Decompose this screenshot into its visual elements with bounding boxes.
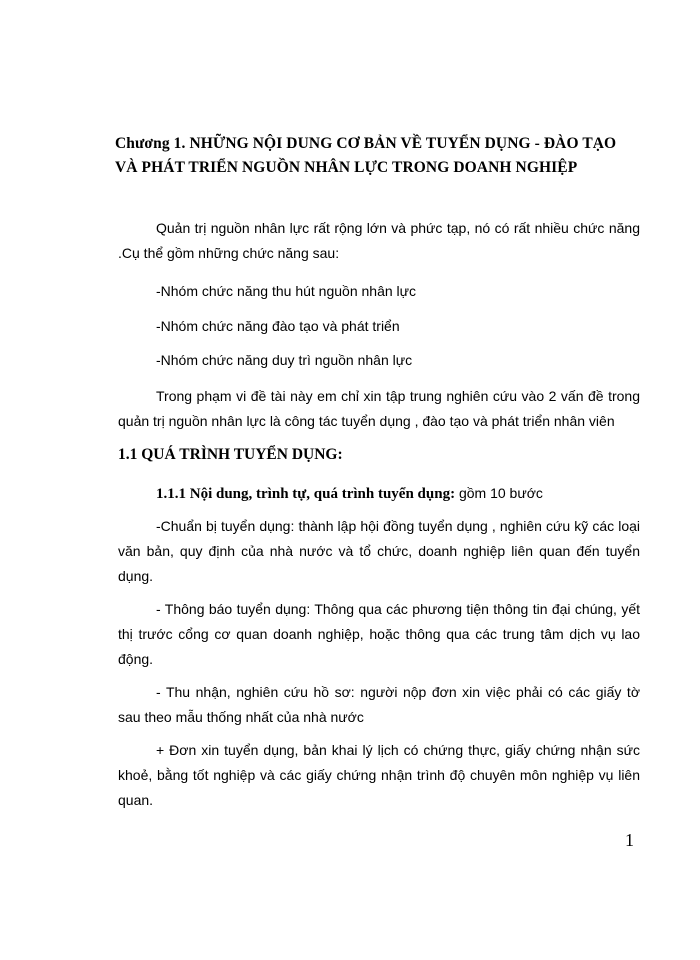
step-paragraph: -Chuẩn bị tuyển dụng: thành lập hội đồng tuyển dụng , nghiên cứu kỹ các loại văn bản, quy định của nhà nước và tổ chức, doanh nghiệp liên quan đến tuyển dụng. — [118, 518, 640, 584]
function-group-item: -Nhóm chức năng duy trì nguồn nhân lực — [156, 352, 413, 368]
step-paragraph: - Thông báo tuyển dụng: Thông qua các phương tiện thông tin đại chúng, yết thị trước cổng cơ quan doanh nghiệp, hoặc thông qua các trung tâm dịch vụ lao động. — [118, 601, 640, 667]
function-group-item: -Nhóm chức năng thu hút nguồn nhân lực — [156, 283, 417, 299]
subsection-heading — [156, 481, 543, 507]
subsection-title: 1.1.1 Nội dung, trình tự, quá trình tuyển dụng: — [156, 486, 456, 502]
section-heading: 1.1 QUÁ TRÌNH TUYỂN DỤNG: — [118, 446, 343, 463]
step-paragraph: + Đơn xin tuyển dụng, bản khai lý lịch có chứng thực, giấy chứng nhận sức khoẻ, bằng tốt nghiệp và các giấy chứng nhận trình độ chuyên môn nghiệp vụ liên quan. — [118, 742, 640, 808]
subsection-note: gồm 10 bước — [455, 485, 543, 501]
function-group-item: -Nhóm chức năng đào tạo và phát triển — [156, 318, 400, 334]
chapter-title: Chương 1. NHỮNG NỘI DUNG CƠ BẢN VỀ TUYỂN DỤNG - ĐÀO TẠO VÀ PHÁT TRIỂN NGUỒN NHÂN LỰC TRONG DOANH NGHIỆP — [115, 135, 617, 176]
intro-paragraph: Quản trị nguồn nhân lực rất rộng lớn và phức tạp, nó có rất nhiều chức năng .Cụ thể gồm những chức năng sau: — [118, 220, 640, 261]
step-paragraph: - Thu nhận, nghiên cứu hồ sơ: người nộp đơn xin việc phải có các giấy tờ sau theo mẫu thống nhất của nhà nước — [118, 684, 640, 725]
scope-paragraph: Trong phạm vi đề tài này em chỉ xin tập trung nghiên cứu vào 2 vấn đề trong quản trị nguồn nhân lực là công tác tuyển dụng , đào tạo và phát triển nhân viên — [118, 388, 640, 429]
page-number: 1 — [625, 830, 634, 850]
